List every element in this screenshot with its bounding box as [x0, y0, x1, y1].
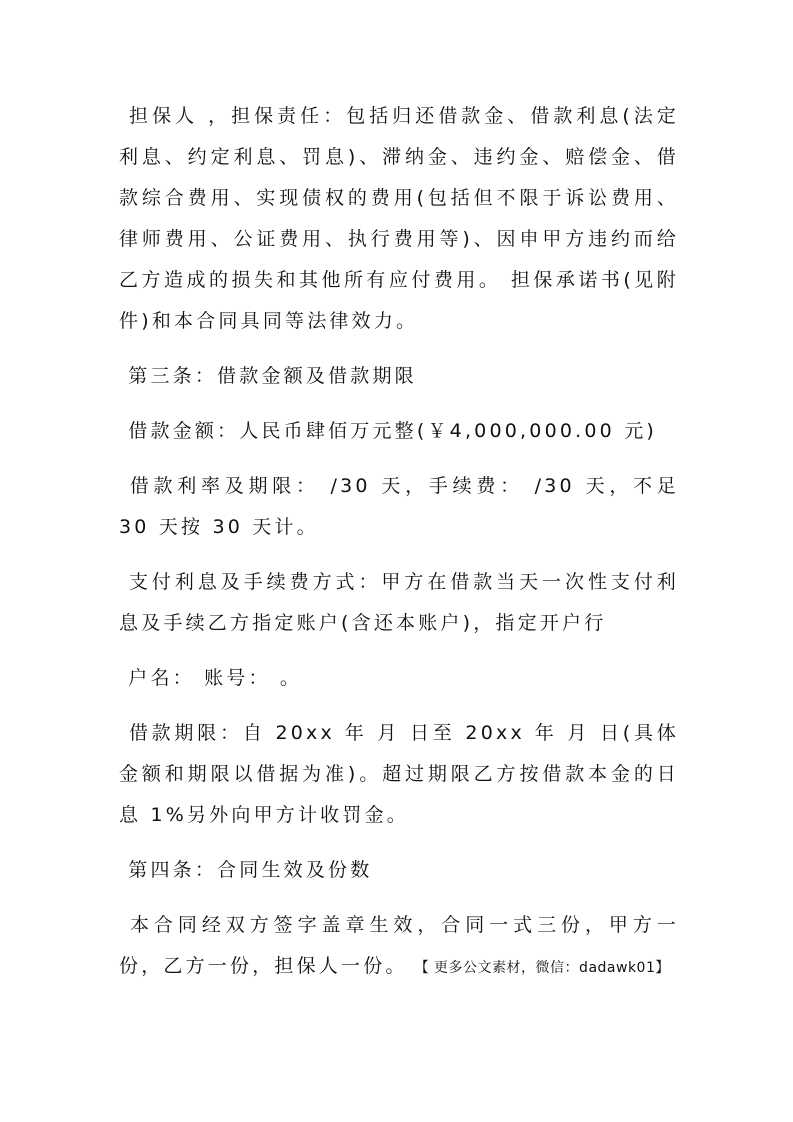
payment-method-paragraph: 支付利息及手续费方式：甲方在借款当天一次性支付利息及手续乙方指定账户(含还本账户)，指定开户行: [119, 571, 679, 634]
promo-note: 【 更多公文素材，微信：dadawk01】: [421, 960, 670, 976]
loan-period-paragraph: 借款期限：自 20xx 年 月 日至 20xx 年 月 日(具体金额和期限以借据为准)。超过期限乙方按借款本金的日息 1%另外向甲方计收罚金。: [119, 722, 679, 826]
effectiveness-paragraph: [119, 905, 679, 989]
interest-rate-paragraph: 借款利率及期限： /30 天，手续费： /30 天，不足 30 天按 30 天计。: [119, 475, 679, 538]
article-3-heading: 第三条：借款金额及借款期限: [119, 365, 417, 387]
document-page: [119, 96, 679, 989]
guarantee-paragraph: 担保人 ，担保责任：包括归还借款金、借款利息(法定利息、约定利息、罚息)、滞纳金、违约金、赔偿金、借款综合费用、实现债权的费用(包括但不限于诉讼费用、律师费用、公证费用、执行费用等)、因申甲方违约而给乙方造成的损失和其他所有应付费用。 担保承诺书(见附件)和本合同具同等法律效力。: [119, 105, 679, 332]
loan-amount-paragraph: 借款金额：人民币肆佰万元整(￥4,000,000.00 元): [119, 420, 658, 442]
effectiveness-text: 本合同经双方签字盖章生效，合同一式三份，甲方一份，乙方一份，担保人一份。: [119, 914, 679, 977]
article-4-heading: 第四条：合同生效及份数: [119, 859, 373, 881]
account-info-paragraph: 户名： 账号： 。: [119, 667, 303, 689]
